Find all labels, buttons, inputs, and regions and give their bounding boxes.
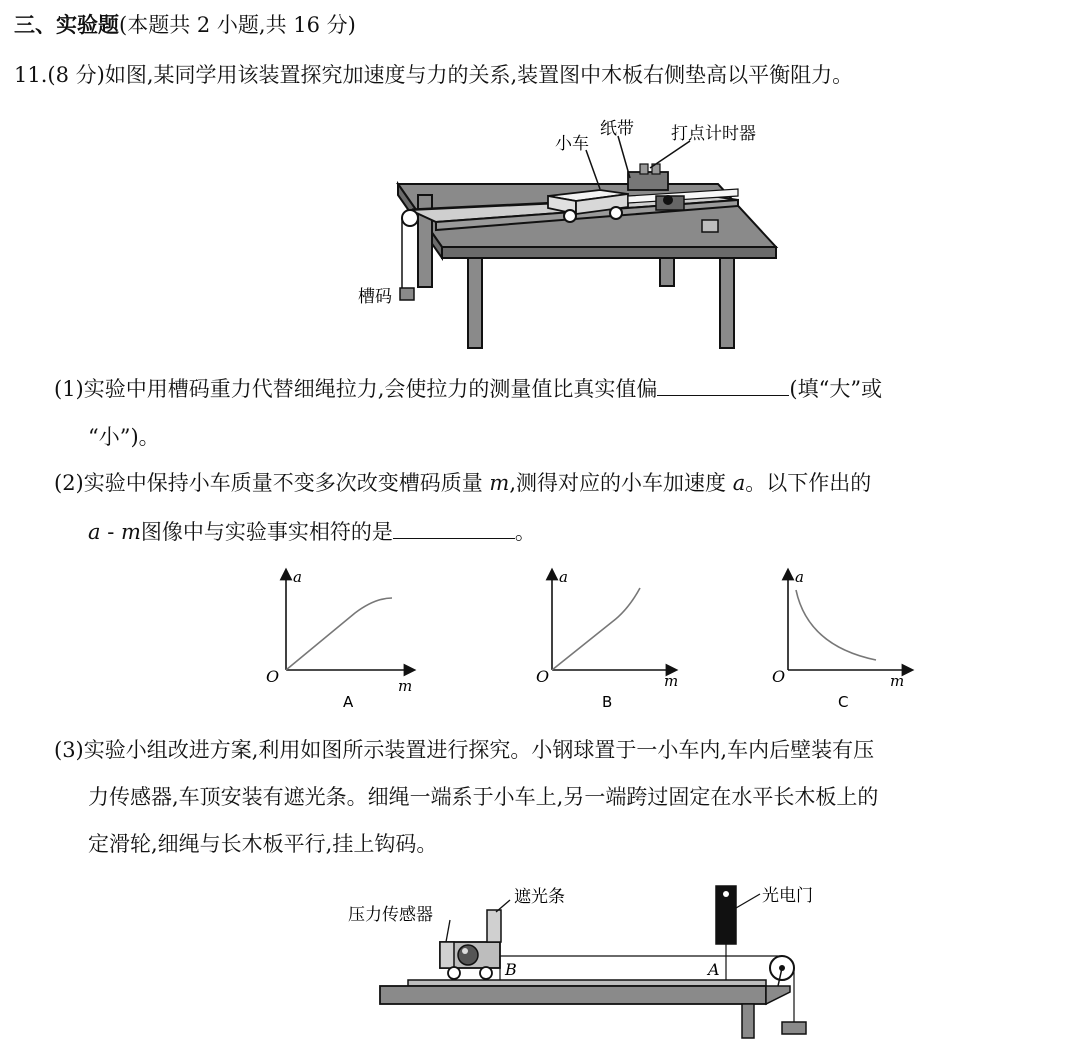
label-strip: 遮光条 [514,887,565,907]
part1-line2: “小”)。 [88,425,160,449]
section-title: 三、实验题 [14,13,119,37]
label-cart: 小车 [555,134,589,154]
part3-line2: 力传感器,车顶安装有遮光条。细绳一端系于小车上,另一端跨过固定在水平长木板上的 [88,785,879,809]
label-timer: 打点计时器 [671,124,756,144]
graph-a-option: A [343,693,354,711]
label-point-a: A [708,960,720,979]
question-number: 11. [14,63,48,87]
question-text: (8 分)如图,某同学用该装置探究加速度与力的关系,装置图中木板右侧垫高以平衡阻力。 [47,63,854,87]
graph-b-option: B [602,693,613,711]
label-point-b: B [505,960,517,979]
part2-line1: (2)实验中保持小车质量不变多次改变槽码质量 m,测得对应的小车加速度 a。以下作出的 [54,471,872,495]
part3-line1: (3)实验小组改进方案,利用如图所示装置进行探究。小钢球置于一小车内,车内后壁装有压 [54,738,875,762]
graph-a-y-label: a [293,568,302,586]
graph-c-option: C [838,693,849,711]
graph-c-x-label: m [890,672,905,690]
part2-line2: a - m图像中与实验事实相符的是 。 [88,516,536,547]
label-gate: 光电门 [762,886,813,906]
graph-c-origin: O [772,667,786,686]
section-note: (本题共 2 小题,共 16 分) [119,13,356,37]
part3-line3: 定滑轮,细绳与长木板平行,挂上钩码。 [88,832,438,856]
graph-b-y-label: a [559,568,568,586]
graph-b-origin: O [536,667,550,686]
label-weight: 槽码 [358,287,392,307]
label-tape: 纸带 [600,119,634,139]
graph-a-x-label: m [398,677,413,695]
label-sensor: 压力传感器 [348,905,433,925]
graph-b-x-label: m [664,672,679,690]
graph-a-origin: O [266,667,280,686]
graph-c-y-label: a [795,568,804,586]
part1-line1: (1)实验中用槽码重力代替细绳拉力,会使拉力的测量值比真实值偏 (填“大”或 [54,373,882,404]
